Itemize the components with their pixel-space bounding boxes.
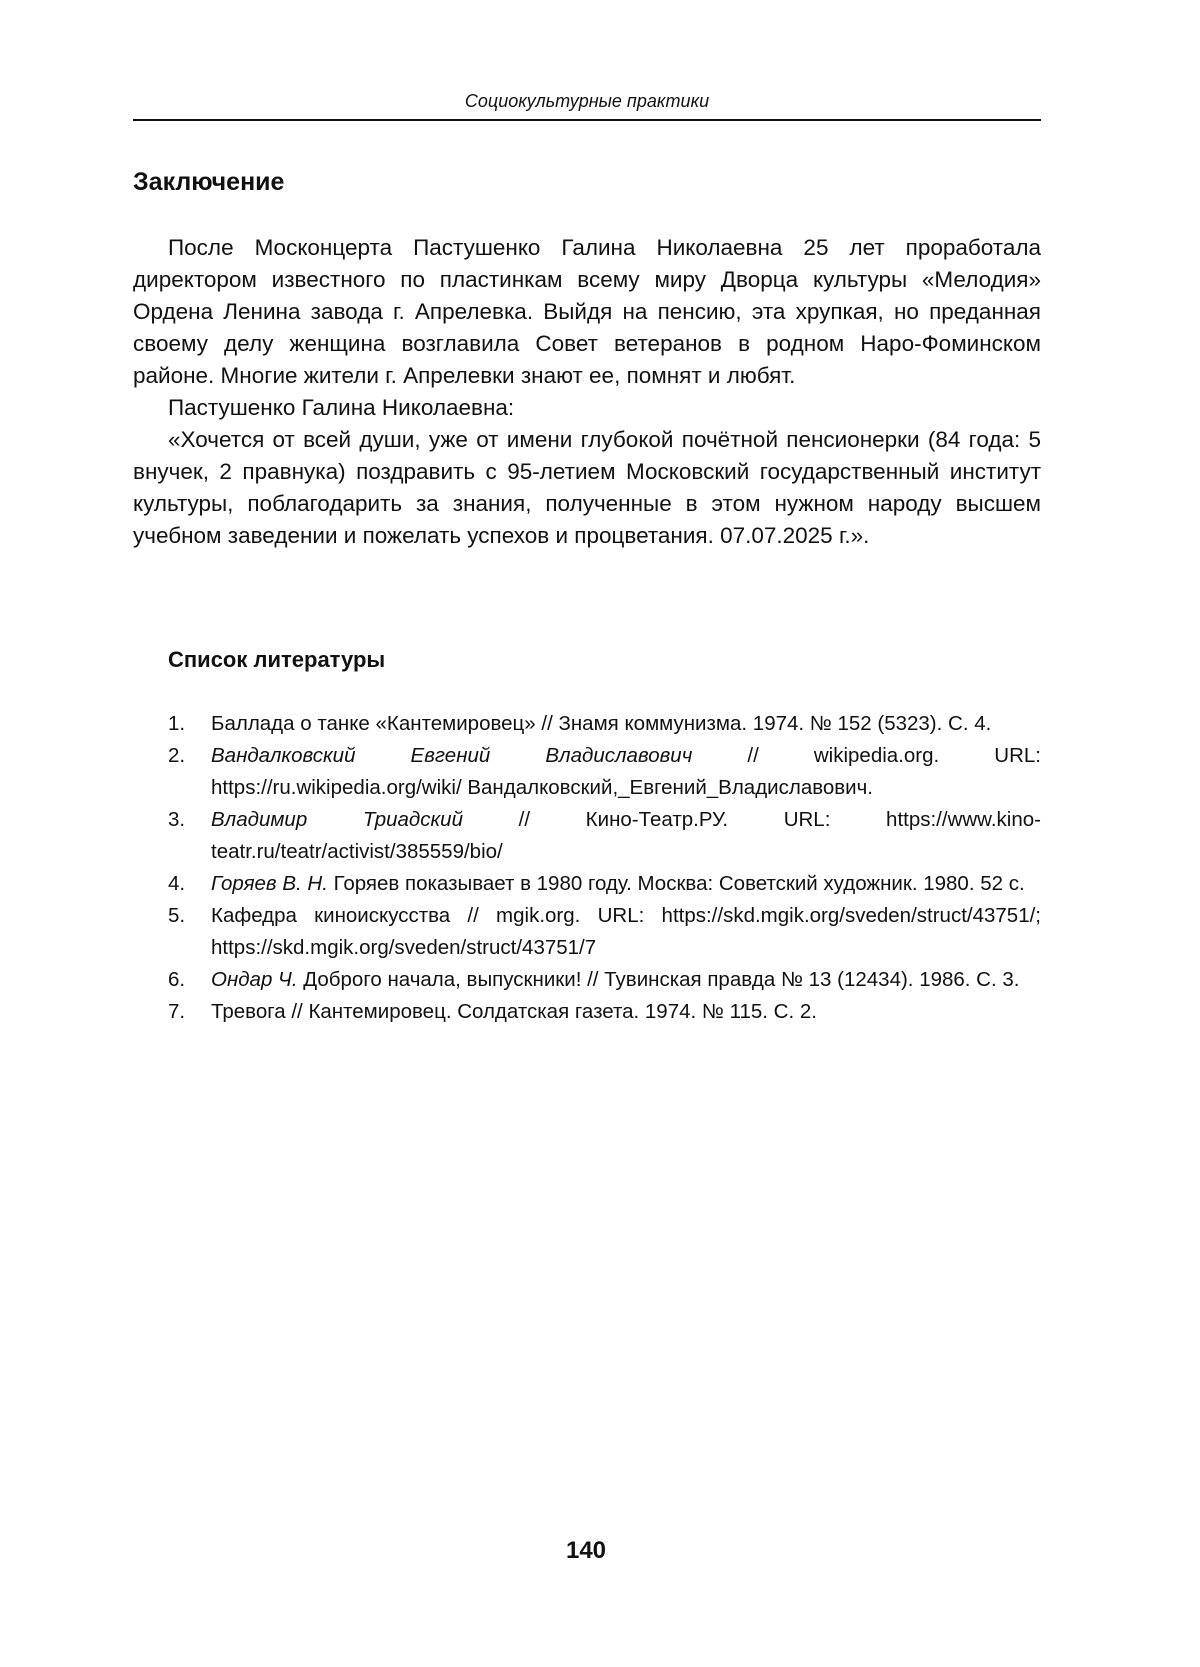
running-header: Социокультурные практики <box>464 91 710 111</box>
reference-text: Баллада о танке «Кантемировец» // Знамя коммунизма. 1974. № 152 (5323). С. 4. <box>211 712 992 735</box>
paragraph: «Хочется от всей души, уже от имени глубокой почётной пенсионерки (84 года: 5 внучек, 2 правнука) поздравить с 95-летием Московский государственный институт культуры, поблагодарить за знания, полученные в этом нужном народу высшем учебном заведении и пожелать успехов и процветания. 07.07.2025 г.». <box>133 427 1041 548</box>
reference-text: Доброго начала, выпускники! // Тувинская правда № 13 (12434). 1986. С. 3. <box>297 968 1020 991</box>
page-number: 140 <box>565 1537 607 1564</box>
reference-item <box>168 900 1041 964</box>
reference-number: 2. <box>168 744 186 767</box>
paragraph: После Москонцерта Пастушенко Галина Николаевна 25 лет проработала директором известного по пластинкам всему миру Дворца культуры «Мелодия» Ордена Ленина завода г. Апрелевка. Выйдя на пенсию, эта хрупкая, но преданная своему делу женщина возглавила Совет ветеранов в родном Наро-Фоминском районе. Многие жители г. Апрелевки знают ее, помнят и любят. <box>133 235 1041 388</box>
reference-text: Тревога // Кантемировец. Солдатская газета. 1974. № 115. С. 2. <box>211 1000 817 1023</box>
reference-text: Кафедра киноискусства // mgik.org. URL: https://skd.mgik.org/sveden/struct/43751/; https://skd.mgik.org/sveden/struct/43751/7 <box>211 904 1041 959</box>
reference-text: // Кино-Театр.РУ. URL: https://www.kino-teatr.ru/teatr/activist/385559/bio/ <box>211 808 1041 863</box>
reference-text: // wikipedia.org. URL: https://ru.wikipedia.org/wiki/ Вандалковский,_Евгений_Владиславович. <box>211 744 1041 799</box>
reference-item <box>168 868 1041 900</box>
reference-number: 7. <box>168 1000 186 1023</box>
reference-author: Вандалковский Евгений Владиславович <box>211 744 693 767</box>
reference-item <box>168 708 1041 740</box>
reference-author: Ондар Ч. <box>211 968 298 991</box>
references-list <box>168 708 1041 1028</box>
reference-author: Горяев В. Н. <box>211 872 328 895</box>
reference-number: 5. <box>168 904 186 927</box>
section-title-conclusion: Заключение <box>133 168 285 196</box>
reference-item <box>168 996 1041 1028</box>
reference-author: Владимир Триадский <box>211 808 463 831</box>
references-title: Список литературы <box>168 647 386 672</box>
reference-item <box>168 740 1041 804</box>
reference-item <box>168 964 1041 996</box>
reference-number: 4. <box>168 872 186 895</box>
reference-text: Горяев показывает в 1980 году. Москва: Советский художник. 1980. 52 с. <box>327 872 1025 895</box>
reference-number: 3. <box>168 808 186 831</box>
header-divider <box>133 119 1041 121</box>
conclusion-body <box>133 232 1041 552</box>
reference-number: 6. <box>168 968 186 991</box>
reference-number: 1. <box>168 712 186 735</box>
paragraph: Пастушенко Галина Николаевна: <box>168 395 515 420</box>
reference-item <box>168 804 1041 868</box>
